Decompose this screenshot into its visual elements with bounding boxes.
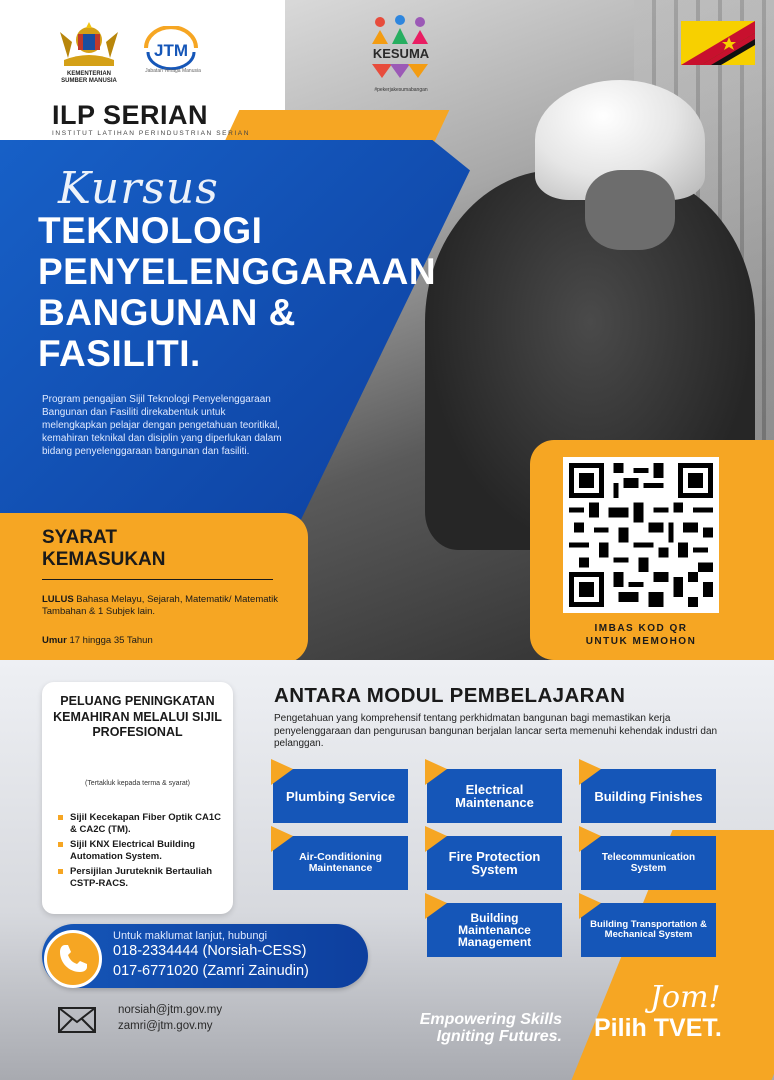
module-accent: [579, 893, 601, 919]
module-accent: [271, 826, 293, 852]
syarat-title: [42, 527, 166, 571]
list-item: Sijil Kecekapan Fiber Optik CA1C & CA2C (TM).: [58, 812, 228, 835]
worker-face: [585, 170, 675, 250]
module-air-conditioning: [273, 836, 408, 890]
phone-icon: [47, 933, 99, 985]
kesuma-logo-lower-icon: [368, 60, 434, 82]
title-line-1: TEKNOLOGI: [38, 210, 263, 251]
syarat-title-line-1: SYARAT: [42, 527, 117, 548]
institute-title: ILP SERIAN: [52, 100, 209, 130]
module-accent: [271, 759, 293, 785]
qr-code-box[interactable]: [563, 457, 719, 613]
module-building-finishes: [581, 769, 716, 823]
jtm-logo-icon: [138, 26, 204, 70]
qr-label: [563, 622, 719, 648]
modul-description: Pengetahuan yang komprehensif tentang perkhidmatan bangunan bagi memastikan kerja penyelenggaraan dan pengurusan bangunan berjalan lancar serta memenuhi kehendak industri dan pelanggan.: [274, 713, 718, 749]
module-label: Building Transportation & Mechanical System: [590, 918, 707, 940]
lulus-word: LULUS: [42, 594, 74, 605]
module-label: Telecommunication System: [601, 852, 696, 874]
peluang-title: PELUANG PENINGKATAN KEMAHIRAN MELALUI SIJIL PROFESIONAL: [53, 694, 222, 739]
institute-subtitle: INSTITUT LATIHAN PERINDUSTRIAN SERIAN: [52, 130, 251, 137]
module-accent: [579, 759, 601, 785]
email-2[interactable]: zamri@jtm.gov.my: [118, 1020, 213, 1032]
syarat-lulus: [42, 594, 292, 618]
module-label: Fire Protection System: [448, 849, 541, 877]
contact-heading: Untuk maklumat lanjut, hubungi: [113, 930, 268, 942]
module-label: Plumbing Service: [285, 788, 396, 804]
syarat-divider: [42, 579, 273, 580]
pilih-word: Pilih: [594, 1014, 647, 1042]
module-accent: [425, 826, 447, 852]
module-plumbing-service: [273, 769, 408, 823]
jtm-tagline: Jabatan Tenaga Manusia: [145, 68, 201, 74]
title-line-2: PENYELENGGARAAN: [38, 251, 437, 292]
lulus-text: Bahasa Melayu, Sejarah, Matematik/ Matematik Tambahan & 1 Subjek lain.: [42, 594, 279, 617]
slogan-line-1: Empowering Skills: [419, 1011, 562, 1028]
module-building-maintenance-management: [427, 903, 562, 957]
jom-script: Jom!: [650, 980, 721, 1015]
malaysia-crest-icon: [58, 20, 120, 70]
kesuma-label: KESUMA: [372, 46, 430, 61]
kursus-script: Kursus: [58, 163, 219, 214]
title-line-4: FASILITI.: [38, 333, 201, 374]
module-building-transportation: [581, 903, 716, 957]
module-telecommunication: [581, 836, 716, 890]
slogan-line-2: Igniting Futures.: [436, 1028, 562, 1045]
qr-code-icon[interactable]: [569, 463, 713, 607]
peluang-note: (Tertakluk kepada terma & syarat): [84, 780, 191, 787]
module-accent: [579, 826, 601, 852]
mail-icon: [58, 1007, 96, 1033]
umur-text: 17 hingga 35 Tahun: [66, 635, 153, 646]
contact-phone-1[interactable]: 018-2334444 (Norsiah-CESS): [113, 943, 307, 959]
program-description: Program pengajian Sijil Teknologi Penyelenggaraan Bangunan dan Fasiliti direkabentuk untuk melengkapkan pelajar dengan pengetahuan teoritikal, kemahiran teknikal dan disiplin yang diperlukan dalam bidang penyelenggaraan bangunan dan fasiliti.: [42, 394, 282, 457]
phone-badge: [44, 930, 102, 988]
sarawak-flag-icon: [681, 21, 755, 65]
peluang-list: [58, 812, 228, 893]
modul-title: ANTARA MODUL PEMBELAJARAN: [274, 684, 626, 707]
list-item: Persijilan Juruteknik Bertauliah CSTP-RACS.: [58, 866, 228, 889]
email-1[interactable]: norsiah@jtm.gov.my: [118, 1004, 223, 1016]
umur-word: Umur: [42, 635, 67, 646]
tvet-word: TVET.: [653, 1014, 722, 1042]
module-label: Building Finishes: [594, 788, 703, 804]
kesuma-hashtag: #pekerjakesumabangan: [374, 87, 428, 93]
syarat-umur: [42, 635, 153, 646]
qr-label-line-2: UNTUK MEMOHON: [585, 636, 697, 647]
module-label: Building Maintenance Management: [457, 911, 532, 949]
module-electrical-maintenance: [427, 769, 562, 823]
pilih-tvet: [594, 1014, 722, 1043]
module-fire-protection: [427, 836, 562, 890]
jtm-logo-text: JTM: [154, 41, 188, 60]
qr-label-line-1: IMBAS KOD QR: [594, 623, 688, 634]
contact-phone-2[interactable]: 017-6771020 (Zamri Zainudin): [113, 963, 309, 979]
list-item: Sijil KNX Electrical Building Automation System.: [58, 839, 228, 862]
syarat-title-line-2: KEMASUKAN: [42, 549, 166, 570]
title-line-3: BANGUNAN &: [38, 292, 296, 333]
module-label: Air-Conditioning Maintenance: [299, 851, 382, 874]
module-label: Electrical Maintenance: [455, 782, 534, 810]
module-accent: [425, 759, 447, 785]
ministry-label: KEMENTERIAN SUMBER MANUSIA: [61, 71, 117, 84]
